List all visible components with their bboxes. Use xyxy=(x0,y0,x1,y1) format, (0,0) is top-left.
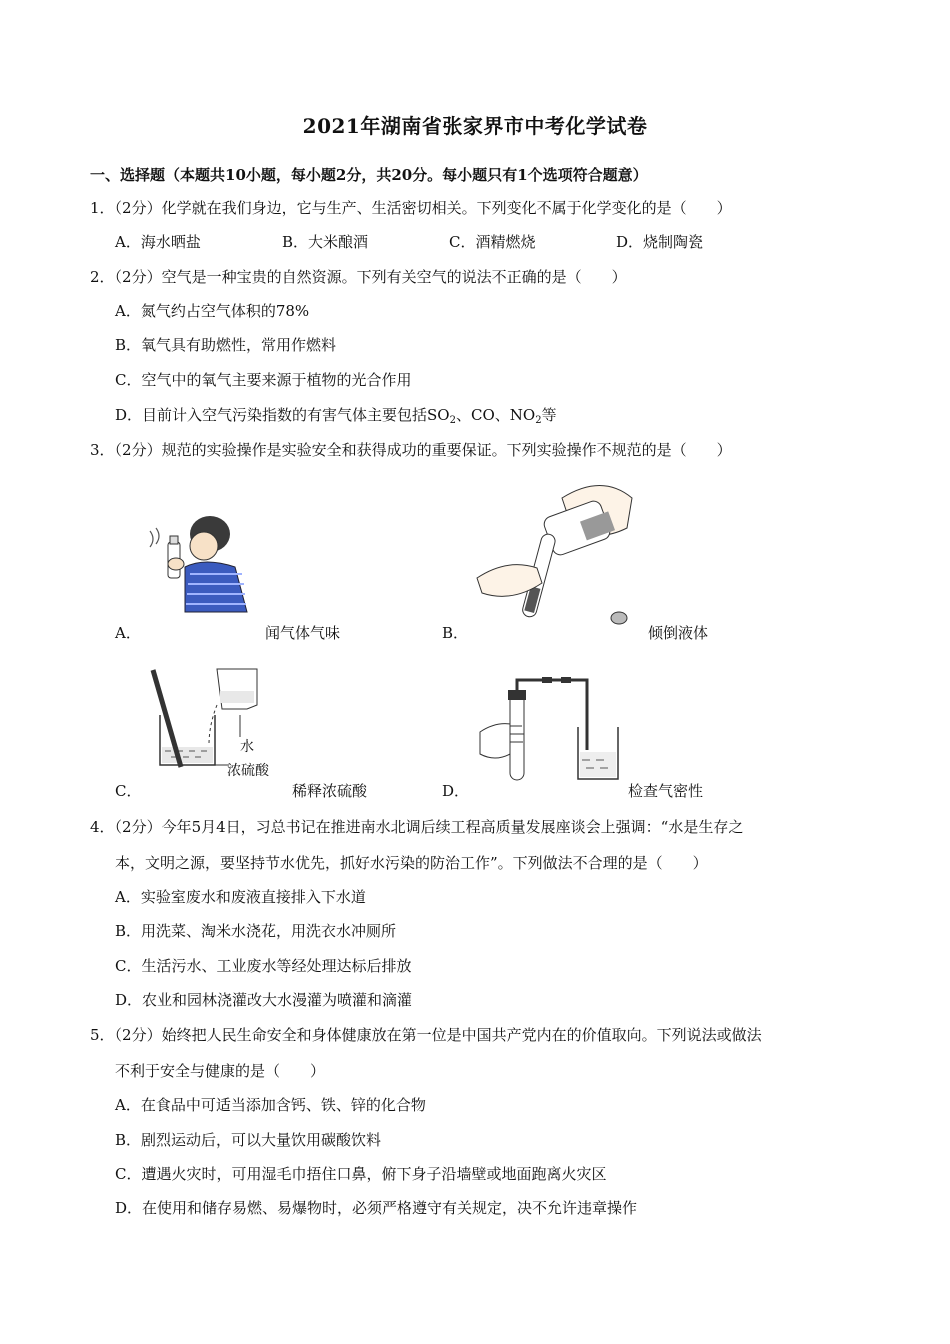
q2-option-b: B．氧气具有助燃性，常用作燃料 xyxy=(115,336,337,354)
q3-option-d-letter: D． xyxy=(442,782,470,800)
q5-stem-line2: 不利于安全与健康的是（ ） xyxy=(115,1062,326,1080)
q4-option-c: C．生活污水、工业废水等经处理达标后排放 xyxy=(115,957,412,975)
q3-option-c-caption: 稀释浓硫酸 xyxy=(292,782,368,800)
q2-option-c: C．空气中的氧气主要来源于植物的光合作用 xyxy=(115,371,412,389)
q1-stem: 1．（2分）化学就在我们身边，它与生产、生活密切相关。下列变化不属于化学变化的是（ ） xyxy=(90,199,732,217)
figure-dilute-acid xyxy=(145,655,290,780)
q4-option-d: D．农业和园林浇灌改大水漫灌为喷灌和滴灌 xyxy=(115,991,413,1009)
q1-option-b: B．大米酿酒 xyxy=(282,233,369,251)
q3-option-a-letter: A． xyxy=(115,624,141,642)
label-sulfuric-acid: 浓硫酸 xyxy=(227,763,269,779)
q4-option-a: A．实验室废水和废液直接排入下水道 xyxy=(115,888,366,906)
q1-options xyxy=(115,232,703,252)
figure-check-airtight xyxy=(476,672,626,784)
q3-stem: 3．（2分）规范的实验操作是实验安全和获得成功的重要保证。下列实验操作不规范的是（ ） xyxy=(90,441,732,459)
q4-stem-line1: 4．（2分）今年5月4日，习总书记在推进南水北调后续工程高质量发展座谈会上强调：“水是生存之 xyxy=(90,818,744,836)
q5-option-b: B．剧烈运动后，可以大量饮用碳酸饮料 xyxy=(115,1131,382,1149)
q2-d-sub: 2 xyxy=(535,415,542,426)
q5-option-c: C．遭遇火灾时，可用湿毛巾捂住口鼻，俯下身子沿墙壁或地面跑离火灾区 xyxy=(115,1165,607,1183)
q5-option-a: A．在食品中可适当添加含钙、铁、锌的化合物 xyxy=(115,1096,426,1114)
q5-option-d: D．在使用和储存易燃、易爆物时，必须严格遵守有关规定，决不允许违章操作 xyxy=(115,1199,638,1217)
q2-d-text: D．目前计入空气污染指数的有害气体主要包括SO xyxy=(115,406,450,424)
label-water: 水 xyxy=(240,739,254,755)
q1-option-d: D．烧制陶瓷 xyxy=(616,233,704,251)
q2-d-text: 、CO、NO xyxy=(455,406,536,424)
exam-title: 2021年湖南省张家界市中考化学试卷 xyxy=(302,114,648,138)
q5-stem-line1: 5．（2分）始终把人民生命安全和身体健康放在第一位是中国共产党内在的价值取向。下列说法或做法 xyxy=(90,1026,762,1044)
q3-option-b-letter: B． xyxy=(442,624,469,642)
q3-option-d-caption: 检查气密性 xyxy=(628,782,704,800)
figure-smell-gas xyxy=(140,512,260,617)
section-heading: 一、选择题（本题共10小题，每小题2分，共20分。每小题只有1个选项符合题意） xyxy=(90,166,648,184)
q2-option-d xyxy=(115,405,557,425)
q2-stem: 2．（2分）空气是一种宝贵的自然资源。下列有关空气的说法不正确的是（ ） xyxy=(90,268,627,286)
q3-option-a-caption: 闻气体气味 xyxy=(265,624,341,642)
q2-option-a: A．氮气约占空气体积的78% xyxy=(115,302,310,320)
q1-option-c: C．酒精燃烧 xyxy=(449,233,536,251)
figure-pour-liquid xyxy=(472,478,642,628)
q2-d-sub: 2 xyxy=(449,415,456,426)
q1-option-a: A．海水晒盐 xyxy=(115,233,201,251)
q4-stem-line2: 本，文明之源，要坚持节水优先，抓好水污染的防治工作”。下列做法不合理的是（ ） xyxy=(115,854,708,872)
q2-d-text: 等 xyxy=(541,406,557,424)
q3-option-c-letter: C． xyxy=(115,782,142,800)
q3-option-b-caption: 倾倒液体 xyxy=(648,624,709,642)
q4-option-b: B．用洗菜、淘米水浇花，用洗衣水冲厕所 xyxy=(115,922,397,940)
